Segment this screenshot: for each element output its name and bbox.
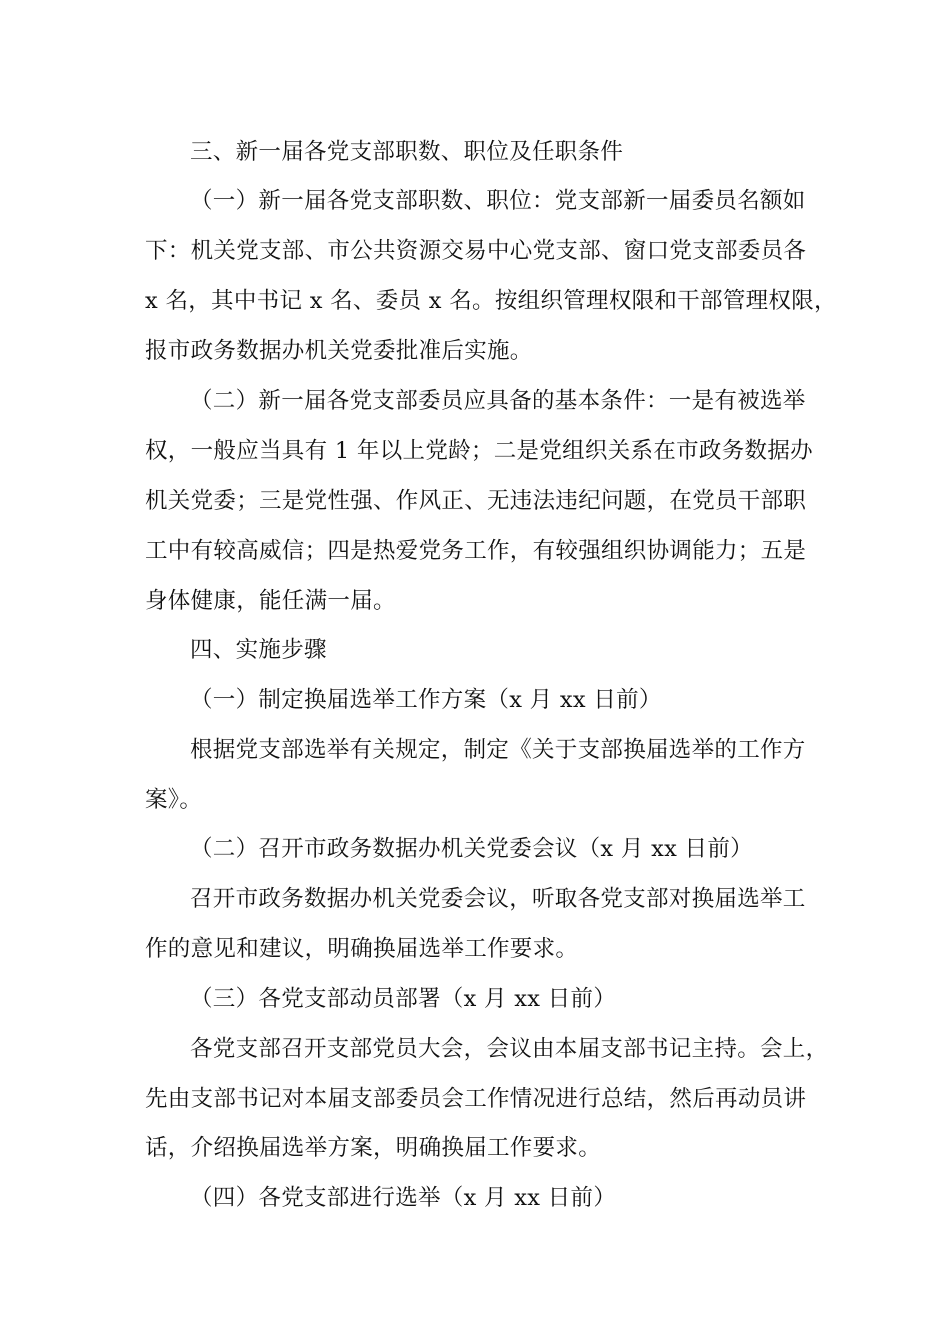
paragraph-line: 案》。 xyxy=(145,787,203,813)
subsection-paragraph-line: （一）新一届各党支部职数、职位：党支部新一届委员名额如 xyxy=(190,188,806,214)
paragraph-line: 身体健康，能任满一届。 xyxy=(145,588,396,614)
subsection-heading: （一）制定换届选举工作方案（x 月 xx 日前） xyxy=(190,687,662,713)
paragraph-line: 工中有较高威信；四是热爱党务工作，有较强组织协调能力；五是 xyxy=(145,538,807,564)
paragraph-line: 根据党支部选举有关规定，制定《关于支部换届选举的工作方 xyxy=(190,737,806,763)
subsection-paragraph-line: （二）新一届各党支部委员应具备的基本条件：一是有被选举 xyxy=(190,388,806,414)
subsection-heading: （三）各党支部动员部署（x 月 xx 日前） xyxy=(190,986,617,1012)
subsection-heading: （四）各党支部进行选举（x 月 xx 日前） xyxy=(190,1185,617,1211)
subsection-heading: （二）召开市政务数据办机关党委会议（x 月 xx 日前） xyxy=(190,836,753,862)
paragraph-line: 作的意见和建议，明确换届选举工作要求。 xyxy=(145,936,579,962)
paragraph-line: 召开市政务数据办机关党委会议，听取各党支部对换届选举工 xyxy=(190,886,806,912)
paragraph-line: x 名，其中书记 x 名、委员 x 名。按组织管理权限和干部管理权限， xyxy=(145,288,837,314)
paragraph-line: 报市政务数据办机关党委批准后实施。 xyxy=(145,338,533,364)
paragraph-line: 机关党委；三是党性强、作风正、无违法违纪问题，在党员干部职 xyxy=(145,488,807,514)
section-heading: 四、实施步骤 xyxy=(190,637,327,663)
paragraph-line: 各党支部召开支部党员大会，会议由本届支部书记主持。会上， xyxy=(190,1036,829,1062)
section-heading: 三、新一届各党支部职数、职位及任职条件 xyxy=(190,139,624,165)
paragraph-line: 权，一般应当具有 1 年以上党龄；二是党组织关系在市政务数据办 xyxy=(145,438,813,464)
paragraph-line: 话，介绍换届选举方案，明确换届工作要求。 xyxy=(145,1135,602,1161)
paragraph-line: 下：机关党支部、市公共资源交易中心党支部、窗口党支部委员各 xyxy=(145,238,807,264)
paragraph-line: 先由支部书记对本届支部委员会工作情况进行总结，然后再动员讲 xyxy=(145,1086,807,1112)
